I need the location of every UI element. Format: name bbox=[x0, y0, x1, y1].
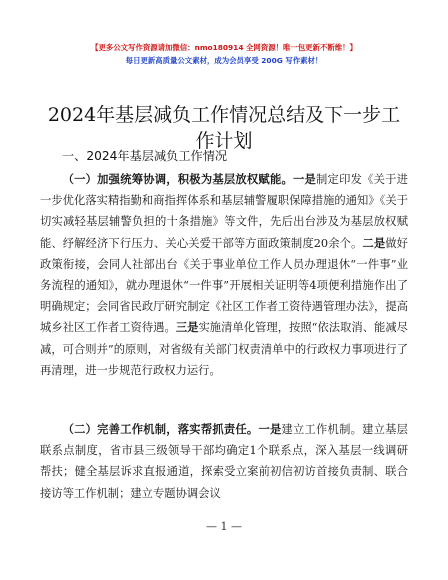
paragraph-1-subheading: （一）加强统筹协调，积极为基层放权赋能。 bbox=[62, 173, 293, 186]
promo-banner-blue[interactable]: 每日更新高质量公文素材，成为会员享受 200G 写作素材！ bbox=[125, 56, 323, 65]
keyword-second: 二是 bbox=[362, 235, 386, 250]
keyword-third: 三是 bbox=[175, 320, 199, 335]
paragraph-2-subheading: （二）完善工作机制，落实帮抓责任。 bbox=[62, 423, 259, 436]
paragraph-1-text-2: 做好政策衔接，会同人社部出台《关于事业单位工作人员办理退休“一件事”业务流程的通知》，就办理退休“一件事”开展相关证明等4项便利措施作出了明确规定；会同省民政厅研究制定《社区工作者工资待遇管理办法》，提高城乡社区工作者工资待遇。 bbox=[40, 236, 408, 335]
paragraph-2-text-1: 建立工作机制。建立基层联系点制度，省市县三级领导干部均确定1个联系点，深入基层一线调研帮扶；健全基层诉求直报通道，探索受立案前初信初访首接负责制、联合接访等工作机制；建立专题协调会议 bbox=[40, 423, 408, 500]
page-number: — 1 — bbox=[206, 520, 242, 533]
section-heading: 一、2024年基层减负工作情况 bbox=[62, 149, 228, 163]
keyword-first: 一是 bbox=[258, 422, 282, 436]
paragraph-1 bbox=[40, 169, 408, 381]
promo-banner-red[interactable]: 【更多公文写作资源请加微信：nmo180914 全网资源！唯一包更新不断维！】 bbox=[91, 43, 357, 52]
paragraph-1-text-3: 实施清单化管理，按照“依法取消、能减尽减，可合则并”的原则，对省级有关部门权责清单中的行政权力事项进行了再清理，进一步规范行政权力运行。 bbox=[40, 321, 408, 377]
keyword-first: 一是 bbox=[292, 172, 317, 186]
paragraph-1-text-1: 制定印发《关于进一步优化落实精指勤和商指挥体系和基层辅警履职保障措施的通知》《关于切实减轻基层辅警负担的十条措施》等文件，先后出台涉及为基层放权赋能、纾解经济下行压力、关心关爱干部等方面政策制度20余个。 bbox=[40, 173, 408, 250]
paragraph-2 bbox=[40, 419, 408, 504]
document-title: 2024年基层减负工作情况总结及下一步工作计划 bbox=[47, 104, 401, 152]
